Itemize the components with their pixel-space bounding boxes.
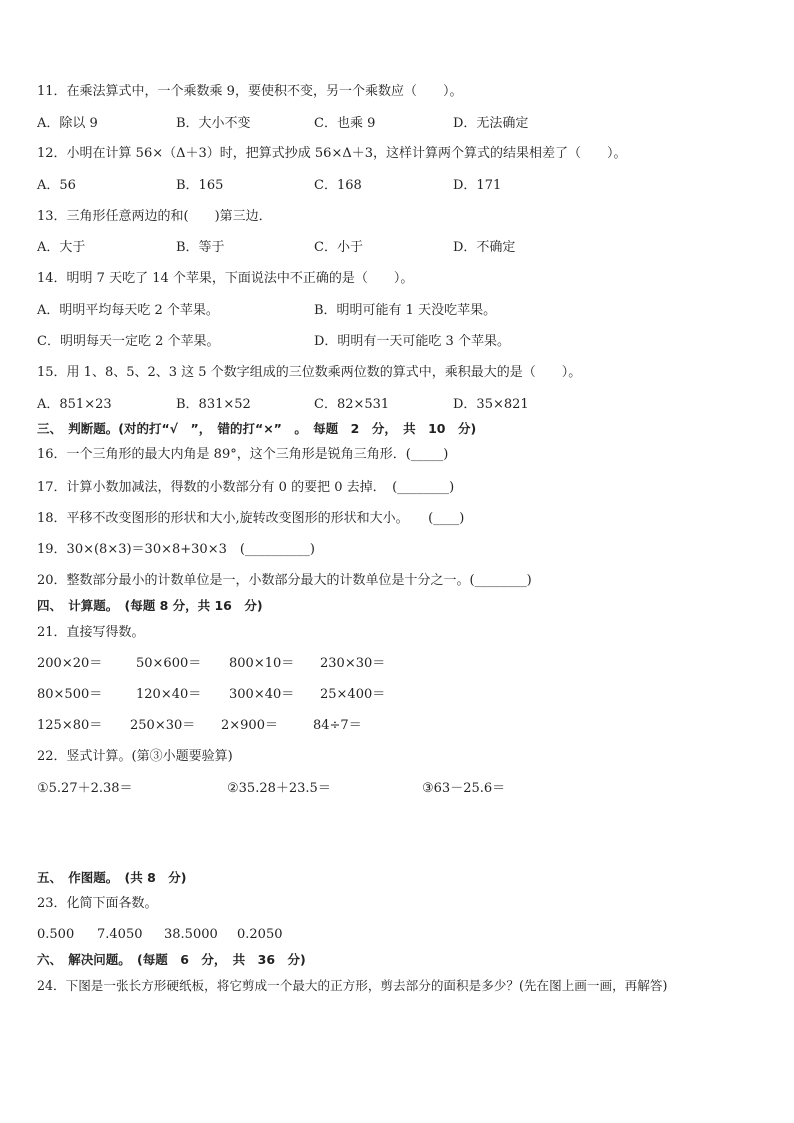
question-20: 20．整数部分最小的计数单位是一，小数部分最大的计数单位是十分之一。(________): [37, 573, 532, 588]
q13-option-b: B．等于: [176, 240, 225, 255]
q15-option-d: D．35×821: [453, 397, 529, 412]
question-13-stem: 13．三角形任意两边的和( )第三边．: [37, 209, 272, 224]
question-19: 19．30×(8×3)＝30×8+30×3 (__________): [37, 542, 316, 557]
q21-item: 120×40＝: [136, 687, 202, 702]
q13-option-d: D．不确定: [453, 240, 516, 255]
q22-item-3: ③63－25.6＝: [422, 781, 506, 796]
question-22-stem: 22．竖式计算。(第③小题要验算): [37, 749, 233, 764]
question-23-stem: 23．化简下面各数。: [37, 896, 158, 911]
question-17: 17．计算小数加减法，得数的小数部分有 0 的要把 0 去掉． (________): [37, 480, 455, 495]
section-6-heading: 六、 解决问题。 (每题 6 分， 共 36 分): [37, 952, 306, 967]
q21-item: 125×80＝: [37, 718, 103, 733]
q21-item: 200×20＝: [37, 656, 103, 671]
q23-number: 0.500: [37, 927, 75, 942]
q21-item: 84÷7＝: [313, 718, 362, 733]
q21-item: 50×600＝: [136, 656, 202, 671]
q12-option-b: B．165: [176, 178, 224, 193]
question-18: 18．平移不改变图形的形状和大小,旋转改变图形的形状和大小。 (____): [37, 511, 465, 526]
question-21-stem: 21．直接写得数。: [37, 625, 145, 640]
q22-item-2: ②35.28＋23.5＝: [227, 781, 331, 796]
q21-item: 80×500＝: [37, 687, 103, 702]
q22-item-1: ①5.27＋2.38＝: [37, 781, 133, 796]
q21-item: 230×30＝: [320, 656, 386, 671]
q11-option-c: C．也乘 9: [314, 116, 376, 131]
question-11-stem: 11．在乘法算式中，一个乘数乘 9，要使积不变，另一个乘数应（ ）。: [37, 84, 463, 99]
q12-option-c: C．168: [314, 178, 362, 193]
q11-option-d: D．无法确定: [453, 116, 529, 131]
q13-option-a: A．大于: [37, 240, 86, 255]
section-5-heading: 五、 作图题。 (共 8 分): [37, 870, 187, 885]
q11-option-b: B．大小不变: [176, 116, 251, 131]
question-14-stem: 14．明明 7 天吃了 14 个苹果，下面说法中不正确的是（ ）。: [37, 271, 414, 286]
q14-option-c: C．明明每天一定吃 2 个苹果。: [37, 334, 220, 349]
q15-option-b: B．831×52: [176, 397, 251, 412]
q23-number: 7.4050: [97, 927, 143, 942]
q13-option-c: C．小于: [314, 240, 363, 255]
section-4-heading: 四、 计算题。 (每题 8 分，共 16 分): [37, 598, 263, 613]
question-24: 24．下图是一张长方形硬纸板，将它剪成一个最大的正方形，剪去部分的面积是多少？(先在图上画一画，再解答): [37, 978, 668, 993]
q21-item: 300×40＝: [229, 687, 295, 702]
q21-item: 25×400＝: [320, 687, 386, 702]
q15-option-a: A．851×23: [37, 397, 112, 412]
q14-option-d: D．明明有一天可能吃 3 个苹果。: [314, 334, 510, 349]
question-12-stem: 12．小明在计算 56×（Δ＋3）时，把算式抄成 56×Δ＋3，这样计算两个算式的结果相差了（ ）。: [37, 146, 627, 161]
q11-option-a: A．除以 9: [37, 116, 98, 131]
q21-item: 800×10＝: [229, 656, 295, 671]
q15-option-c: C．82×531: [314, 397, 390, 412]
q23-number: 0.2050: [237, 927, 283, 942]
section-3-heading: 三、 判断题。(对的打“√ ”， 错的打“×” 。 每题 2 分， 共 10 分): [37, 421, 477, 436]
question-15-stem: 15．用 1、8、5、2、3 这 5 个数字组成的三位数乘两位数的算式中，乘积最大的是（ ）。: [37, 365, 582, 380]
q23-number: 38.5000: [164, 927, 218, 942]
q14-option-a: A．明明平均每天吃 2 个苹果。: [37, 303, 219, 318]
q14-option-b: B．明明可能有 1 天没吃苹果。: [314, 303, 497, 318]
question-16: 16．一个三角形的最大内角是 89°，这个三角形是锐角三角形．(_____): [37, 447, 449, 462]
q21-item: 250×30＝: [130, 718, 196, 733]
q12-option-a: A．56: [37, 178, 76, 193]
q21-item: 2×900＝: [221, 718, 278, 733]
q12-option-d: D．171: [453, 178, 502, 193]
